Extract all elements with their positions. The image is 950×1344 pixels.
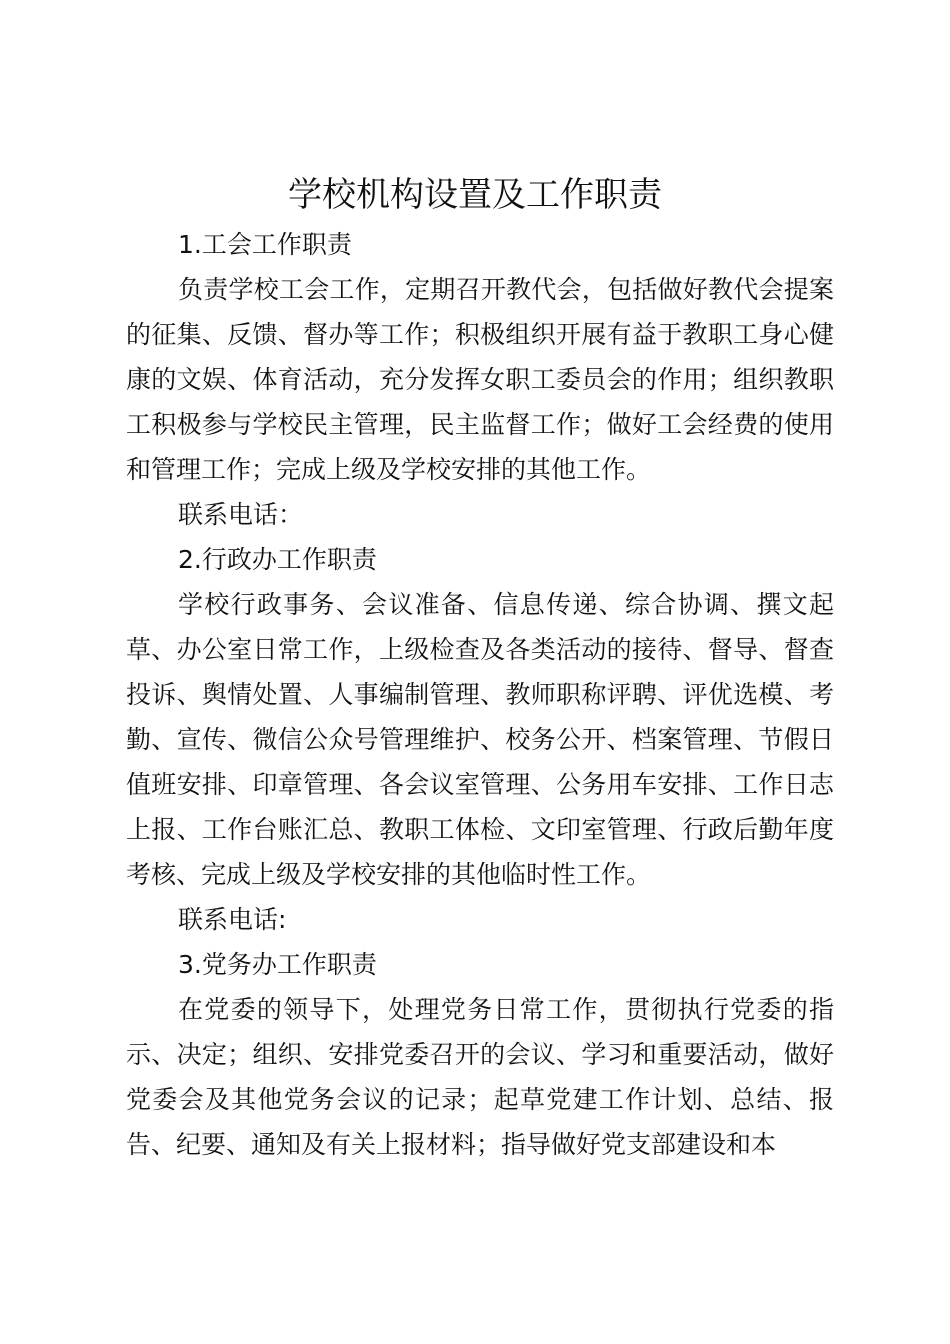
section-3-heading: 3.党务办工作职责	[178, 950, 377, 979]
section-2-contact: 联系电话:	[178, 905, 287, 934]
section-1-body: 负责学校工会工作，定期召开教代会，包括做好教代会提案的征集、反馈、督办等工作；积极组织开展有益于教职工身心健康的文娱、体育活动，充分发挥女职工委员会的作用；组织教职工积极参与学校民主管理，民主监督工作；做好工会经费的使用和管理工作；完成上级及学校安排的其他工作。	[126, 275, 834, 484]
section-2-body: 学校行政事务、会议准备、信息传递、综合协调、撰文起草、办公室日常工作，上级检查及各类活动的接待、督导、督查投诉、舆情处置、人事编制管理、教师职称评聘、评优选模、考勤、宣传、微信公众号管理维护、校务公开、档案管理、节假日值班安排、印章管理、各会议室管理、公务用车安排、工作日志上报、工作台账汇总、教职工体检、文印室管理、行政后勤年度考核、完成上级及学校安排的其他临时性工作。	[126, 590, 834, 889]
section-1-contact: 联系电话：	[178, 500, 304, 529]
page-title: 学校机构设置及工作职责	[288, 175, 662, 215]
document-body	[126, 222, 834, 1167]
section-2-heading: 2.行政办工作职责	[178, 545, 377, 574]
section-3-body: 在党委的领导下，处理党务日常工作，贯彻执行党委的指示、决定；组织、安排党委召开的会议、学习和重要活动，做好党委会及其他党务会议的记录；起草党建工作计划、总结、报告、纪要、通知及有关上报材料；指导做好党支部建设和本	[126, 995, 834, 1159]
section-1-heading: 1.工会工作职责	[178, 230, 352, 259]
